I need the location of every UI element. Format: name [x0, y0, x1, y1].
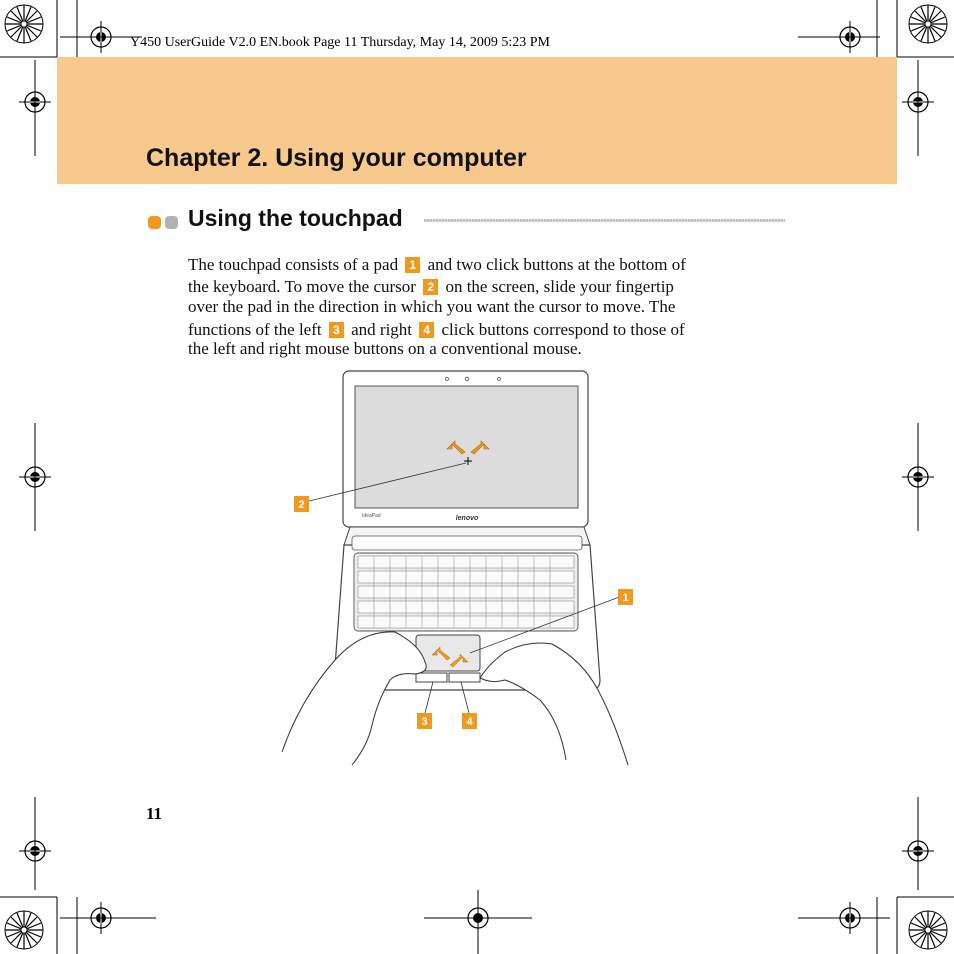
lenovo-logo: lenovo [455, 515, 479, 522]
ideapad-logo: IdeaPad [362, 513, 381, 519]
book-running-header: Y450 UserGuide V2.0 EN.book Page 11 Thursday, May 14, 2009 5:23 PM [130, 35, 550, 50]
paragraph-line: The touchpad consists of a pad 1 and two click buttons at the bottom of [188, 255, 686, 274]
svg-text:3: 3 [421, 716, 428, 728]
page-number: 11 [146, 804, 163, 823]
laptop-touchpad-illustration [280, 365, 650, 775]
figure-callout-2 [294, 496, 309, 512]
paragraph-line: the keyboard. To move the cursor 2 on the screen, slide your fingertip [188, 277, 674, 296]
callout-badge-3: 3 [329, 322, 344, 338]
section-title: Using the touchpad [188, 205, 403, 231]
svg-text:2: 2 [298, 499, 305, 511]
figure-callout-3 [417, 713, 432, 729]
chapter-title: Chapter 2. Using your computer [146, 144, 527, 172]
svg-text:4: 4 [466, 716, 473, 728]
figure-callout-4 [462, 713, 477, 729]
paragraph-line: over the pad in the direction in which you want the cursor to move. The [188, 297, 676, 316]
section-divider [424, 219, 785, 222]
figure-callout-1 [618, 589, 633, 605]
section-bullet-icon [148, 214, 182, 230]
callout-badge-4: 4 [419, 322, 434, 338]
paragraph-line: functions of the left 3 and right 4 click buttons correspond to those of [188, 320, 685, 339]
callout-badge-2: 2 [423, 279, 438, 295]
paragraph-line: the left and right mouse buttons on a conventional mouse. [188, 339, 582, 358]
svg-text:1: 1 [622, 592, 629, 604]
callout-badge-1: 1 [405, 257, 420, 273]
